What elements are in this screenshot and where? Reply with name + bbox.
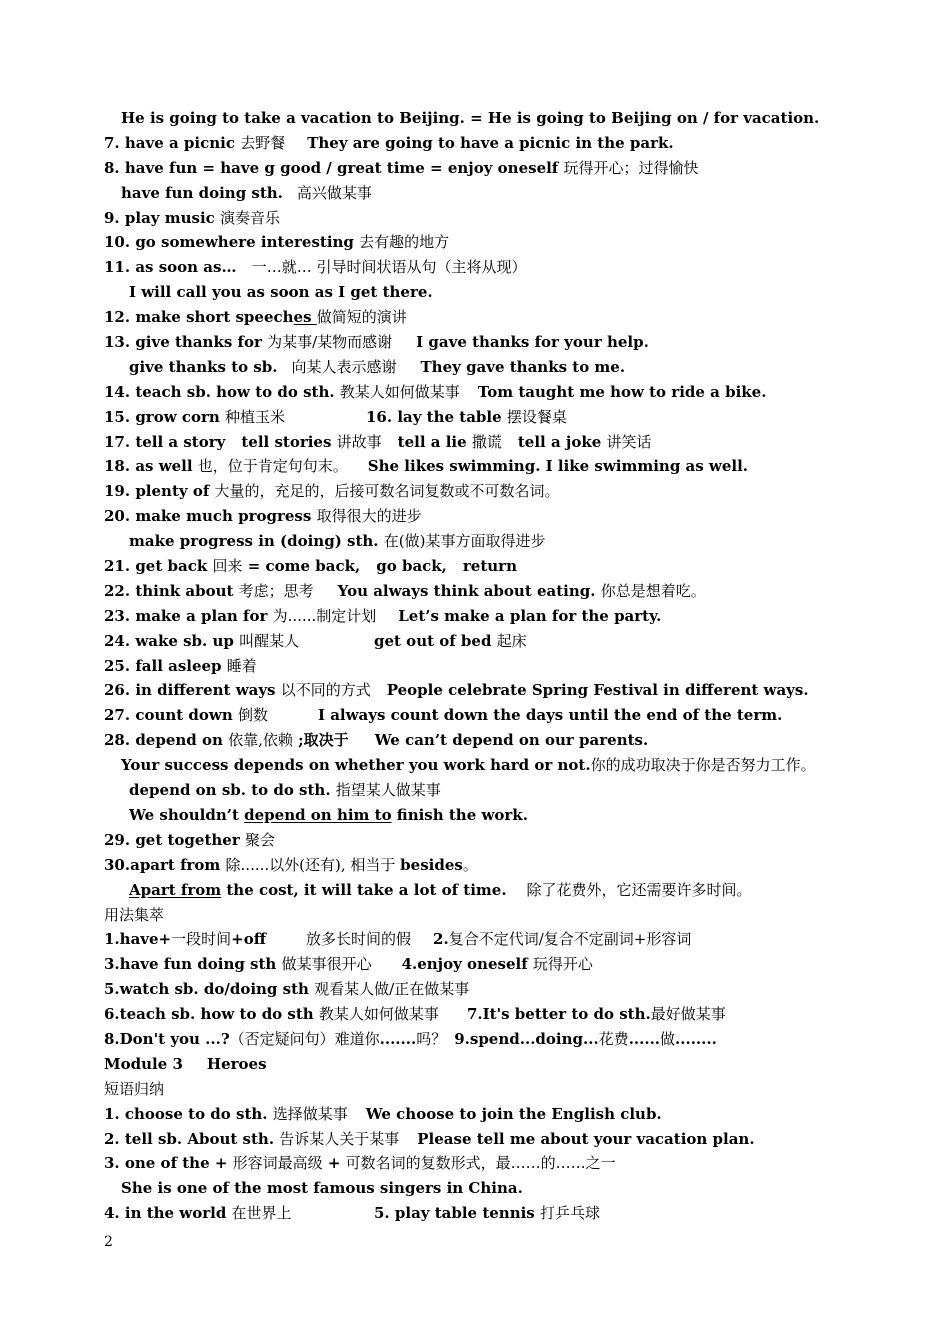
text-line	[104, 927, 824, 952]
example-sentence: Let’s make a plan for the party.	[398, 606, 662, 625]
phrase: tell stories	[241, 432, 337, 451]
phrase: 30.apart from	[104, 855, 226, 874]
phrase-underlined: depend on him to	[244, 805, 392, 824]
text-line	[104, 1002, 824, 1027]
text-line	[104, 728, 824, 753]
text-line	[104, 305, 824, 330]
translation: 复合不定代词/复合不定副词+形容词	[448, 930, 692, 949]
translation: 除了花费外，它还需要许多时间。	[526, 880, 752, 899]
translation: 一段时间	[171, 930, 232, 949]
phrase: 27. count down	[104, 706, 238, 725]
text-line	[104, 878, 824, 903]
translation: 考虑；思考	[238, 581, 314, 600]
translation: 指望某人做某事	[335, 781, 441, 800]
translation: 演奏音乐	[220, 208, 281, 227]
translation: 聚会	[244, 830, 275, 849]
translation: 做简短的演讲	[316, 308, 407, 327]
phrase: 29. get together	[104, 830, 245, 849]
example-sentence: We shouldn’t	[129, 805, 245, 824]
phrase: 8.Don't you ...?	[104, 1029, 230, 1048]
punctuation: 。	[462, 855, 478, 874]
phrase: tell a joke	[517, 432, 607, 451]
text-line	[104, 280, 824, 305]
section-heading	[104, 1077, 824, 1102]
text-line	[104, 131, 824, 156]
module-heading	[104, 1052, 824, 1077]
translation: 向某人表示感谢	[291, 357, 397, 376]
phrase: 22. think about	[104, 581, 239, 600]
phrase: go back,	[376, 557, 447, 576]
translation: 你总是想着吃。	[600, 581, 706, 600]
example-sentence: People celebrate Spring Festival in different ways.	[386, 681, 809, 700]
translation: 回来	[212, 557, 243, 576]
module-number: Module 3	[104, 1054, 183, 1073]
translation: 讲笑话	[606, 432, 652, 451]
example-sentence: Tom taught me how to ride a bike.	[477, 382, 767, 401]
text-line	[104, 579, 824, 604]
translation: 种植玉米	[225, 407, 286, 426]
text-line	[104, 1127, 824, 1152]
text-line	[104, 778, 824, 803]
text-line	[104, 529, 824, 554]
text-line	[104, 554, 824, 579]
phrase: = come back,	[242, 557, 361, 576]
phrase: 3.have fun doing sth	[104, 955, 282, 974]
translation: 撒谎	[471, 432, 502, 451]
phrase: 17. tell a story	[104, 432, 226, 451]
phrase: 28. depend on	[104, 731, 229, 750]
phrase: 11. as soon as…	[104, 258, 242, 277]
translation: 取得很大的进步	[316, 507, 422, 526]
translation: 花费	[598, 1029, 629, 1048]
text-line	[104, 703, 824, 728]
translation: 倒数	[237, 706, 268, 725]
phrase: give thanks to sb.	[129, 357, 278, 376]
phrase: depend on sb. to do sth.	[129, 781, 336, 800]
translation: 除......以外(还有),	[225, 855, 346, 874]
example-sentence: finish the work.	[391, 805, 528, 824]
sentence: He is going to take a vacation to Beijing. = He is going to Beijing on / for vacation.	[121, 109, 820, 127]
phrase: get out of bed	[374, 631, 497, 650]
phrase: 7.It's better to do sth.	[466, 1005, 651, 1024]
translation: 最好做某事	[650, 1005, 726, 1024]
example-sentence: I gave thanks for your help.	[416, 333, 649, 352]
example-sentence: She is one of the most famous singers in China.	[121, 1179, 523, 1198]
phrase: +off	[231, 930, 267, 949]
phrase: make progress in (doing) sth.	[129, 532, 384, 551]
text-line	[104, 106, 824, 131]
text-line	[104, 1176, 824, 1201]
translation: （否定疑问句）难道你	[229, 1029, 380, 1048]
phrase: 18. as well	[104, 457, 198, 476]
text-line	[104, 629, 824, 654]
translation: 讲故事	[336, 432, 382, 451]
second-column	[366, 405, 567, 430]
text-line	[104, 1201, 824, 1226]
translation: 摆设餐桌	[506, 407, 567, 426]
phrase: 6.teach sb. how to do sth	[104, 1005, 319, 1024]
translation: 依靠,依赖	[228, 731, 293, 750]
phrase: 10. go somewhere interesting	[104, 233, 360, 252]
phrase: 7. have a picnic	[104, 133, 241, 152]
translation: 教某人如何做某事	[339, 382, 460, 401]
text-line	[104, 230, 824, 255]
translation: 做	[660, 1029, 676, 1048]
text-line	[104, 156, 824, 181]
text-line	[104, 504, 824, 529]
section-title: 短语归纳	[104, 1079, 165, 1098]
phrase: 12. make short speech	[104, 308, 294, 327]
translation: 为某事/某物而感谢	[267, 333, 393, 352]
translation: 一…就… 引导时间状语从句（主将从现）	[251, 258, 527, 277]
translation: 大量的，充足的，后接可数名词复数或不可数名词。	[214, 482, 560, 501]
phrase: 13. give thanks for	[104, 333, 268, 352]
text-line	[104, 1151, 824, 1176]
text-line	[104, 952, 824, 977]
example-sentence: Please tell me about your vacation plan.	[417, 1129, 755, 1148]
phrase: 15. grow corn	[104, 407, 226, 426]
phrase-underlined: es	[293, 308, 317, 327]
phrase: 20. make much progress	[104, 507, 317, 526]
text-line	[104, 803, 824, 828]
phrase: 23. make a plan for	[104, 606, 273, 625]
text-line	[104, 1027, 824, 1052]
section-heading	[104, 903, 824, 928]
translation: 选择做某事	[272, 1104, 348, 1123]
phrase: besides	[400, 855, 463, 874]
translation: 高兴做某事	[296, 183, 372, 202]
text-line	[104, 753, 824, 778]
page-number: 2	[104, 1234, 113, 1250]
translation: 在(做)某事方面取得进步	[383, 532, 546, 551]
phrase: 9.spend...doing...	[454, 1029, 599, 1048]
ellipsis: ........	[675, 1029, 717, 1048]
phrase: 4. in the world	[104, 1204, 232, 1223]
text-line	[104, 1102, 824, 1127]
phrase: 1. choose to do sth.	[104, 1104, 273, 1123]
text-line	[104, 678, 824, 703]
translation: 形容词最高级	[232, 1154, 323, 1173]
phrase: return	[462, 557, 517, 576]
translation: 教某人如何做某事	[318, 1005, 439, 1024]
text-line	[104, 255, 824, 280]
text-line	[104, 206, 824, 231]
phrase: 16. lay the table	[366, 407, 507, 426]
text-line	[104, 479, 824, 504]
example-sentence: She likes swimming. I like swimming as well.	[367, 457, 749, 476]
second-column	[374, 1201, 600, 1226]
translation: 告诉某人关于某事	[279, 1129, 400, 1148]
example-sentence: Your success depends on whether you work hard or not.	[121, 756, 591, 775]
phrase: 24. wake sb. up	[104, 631, 240, 650]
phrase: 14. teach sb. how to do sth.	[104, 382, 340, 401]
phrase: 5.watch sb. do/doing sth	[104, 980, 315, 999]
text-line	[104, 454, 824, 479]
example-sentence: I always count down the days until the end of the term.	[317, 706, 783, 725]
translation: 睡着	[226, 656, 257, 675]
translation: 观看某人做/正在做某事	[314, 980, 470, 999]
item-number: 2.	[433, 930, 449, 949]
translation: 吗？	[416, 1029, 447, 1048]
phrase: 9. play music	[104, 208, 221, 227]
ellipsis: .......	[379, 1029, 417, 1048]
phrase: tell a lie	[397, 432, 472, 451]
module-title: Heroes	[206, 1054, 267, 1073]
translation: 放多长时间的假	[306, 930, 412, 949]
section-title: 用法集萃	[104, 905, 165, 924]
translation-extra: ;取决于	[292, 731, 349, 750]
example-sentence: You always think about eating.	[337, 581, 601, 600]
translation: 叫醒某人	[239, 631, 300, 650]
phrase: 4.enjoy oneself	[401, 955, 533, 974]
translation: 起床	[496, 631, 527, 650]
text-line	[104, 181, 824, 206]
translation: 你的成功取决于你是否努力工作。	[590, 756, 816, 775]
text-line	[104, 828, 824, 853]
translation: 去有趣的地方	[359, 233, 450, 252]
text-line	[104, 330, 824, 355]
translation: 玩得开心	[532, 955, 593, 974]
phrase: 5. play table tennis	[374, 1204, 540, 1223]
translation: 相当于	[345, 855, 401, 874]
translation: 做某事很开心	[281, 955, 372, 974]
example-sentence: We choose to join the English club.	[365, 1104, 662, 1123]
translation: 也，位于肯定句句末。	[197, 457, 348, 476]
text-line	[104, 430, 824, 455]
document-body	[104, 106, 824, 1226]
translation: 以不同的方式	[280, 681, 371, 700]
example-sentence: I will call you as soon as I get there.	[129, 283, 433, 302]
text-line	[104, 405, 824, 430]
translation: 为......制定计划	[272, 606, 377, 625]
phrase: 19. plenty of	[104, 482, 215, 501]
phrase: 25. fall asleep	[104, 656, 227, 675]
phrase-underlined: Apart from	[129, 880, 222, 899]
phrase: 2. tell sb. About sth.	[104, 1129, 280, 1148]
example-sentence: the cost, it will take a lot of time.	[221, 880, 507, 899]
phrase: 1.have+	[104, 930, 172, 949]
translation: 在世界上	[231, 1204, 292, 1223]
text-line	[104, 380, 824, 405]
text-line	[104, 853, 824, 878]
phrase: have fun doing sth.	[121, 183, 283, 202]
text-line	[104, 355, 824, 380]
text-line	[104, 604, 824, 629]
text-line	[104, 977, 824, 1002]
example-sentence: We can’t depend on our parents.	[374, 731, 649, 750]
second-column	[374, 629, 527, 654]
translation: 可数名词的复数形式，最……的……之一	[345, 1154, 616, 1173]
text-line	[104, 654, 824, 679]
plus-sign: +	[322, 1154, 346, 1173]
translation: 去野餐	[240, 133, 286, 152]
translation: 打乒乓球	[539, 1204, 600, 1223]
example-sentence: They are going to have a picnic in the park.	[307, 133, 674, 152]
phrase: 21. get back	[104, 557, 213, 576]
phrase: 3. one of the +	[104, 1154, 233, 1173]
translation: 玩得开心；过得愉快	[563, 158, 699, 177]
phrase: 26. in different ways	[104, 681, 281, 700]
phrase: 8. have fun = have g good / great time = enjoy oneself	[104, 158, 564, 177]
ellipsis: ......	[628, 1029, 661, 1048]
example-sentence: They gave thanks to me.	[420, 357, 626, 376]
